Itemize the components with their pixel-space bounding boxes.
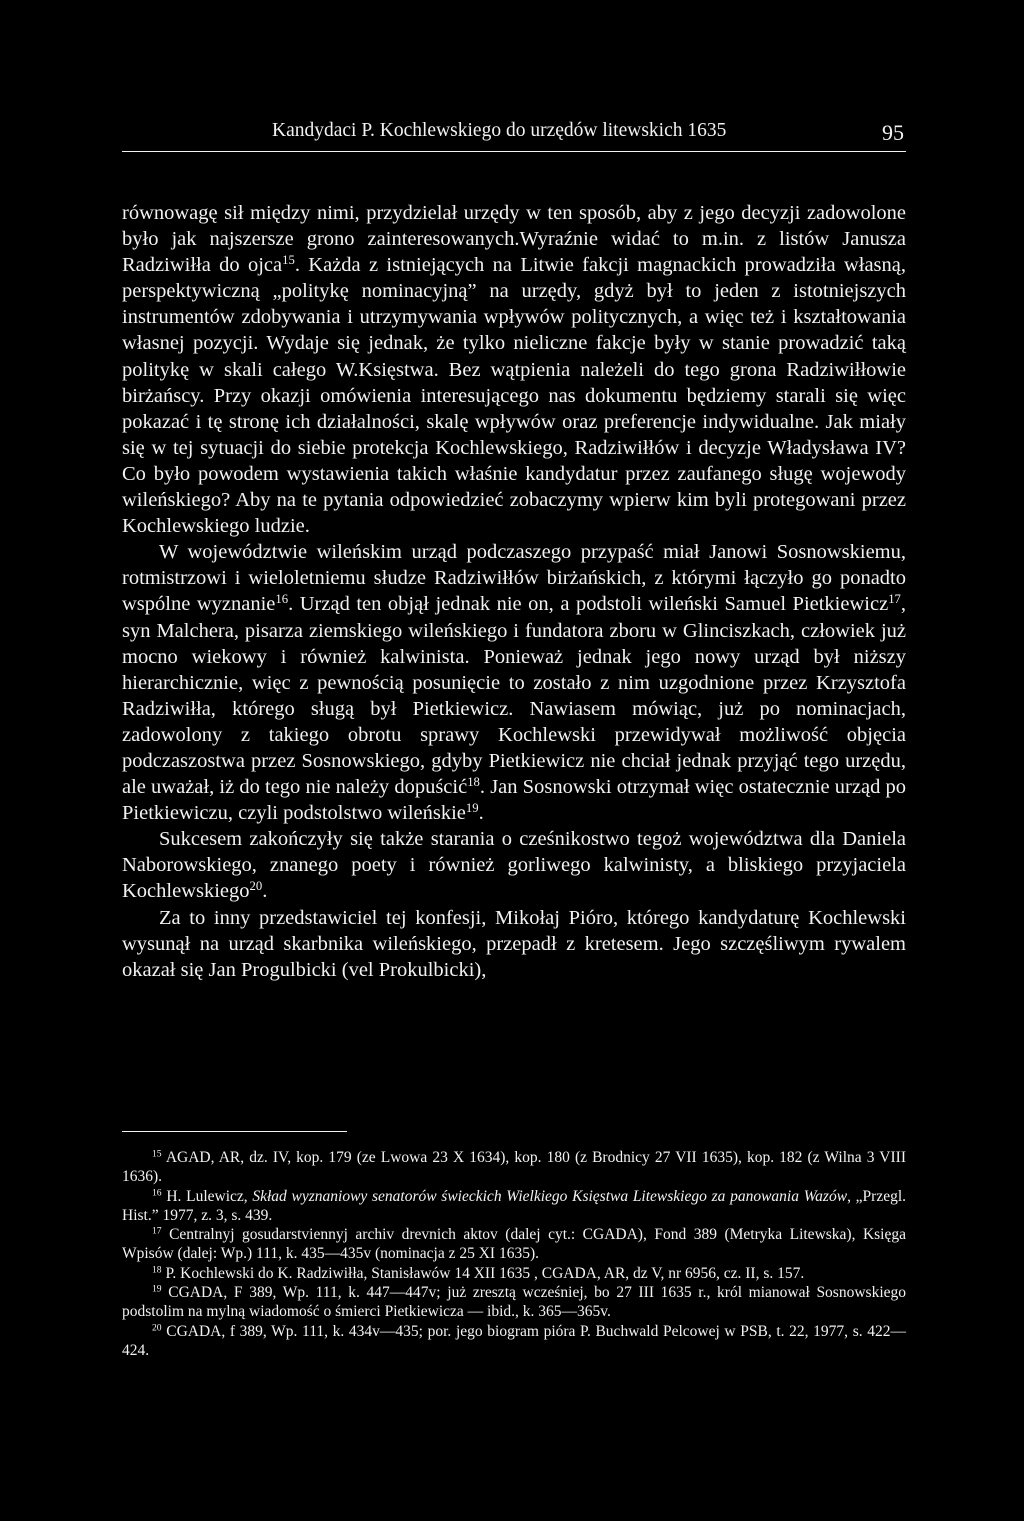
paragraph-2 (122, 539, 906, 826)
footnote-ref-19: 19 (465, 801, 479, 816)
footnote (122, 1187, 906, 1226)
header-rule (122, 151, 906, 152)
footnote-text: P. Kochlewski do K. Radziwiłła, Stanisławów 14 XII 1635 , CGADA, AR, dz V, nr 6956, cz. II, s. 157. (165, 1264, 805, 1282)
text-run: W województwie wileńskim urząd podczaszego przypaść miał Janowi Sosnowskiemu, rotmistrzowi i wieloletniemu słudze Radziwiłłów birżańskich, z którymi łączyło go ponadto wspólne wyznanie (122, 541, 906, 616)
text-run: . Każda z istniejących na Litwie fakcji magnackich prowadziła własną, perspektywiczną „politykę nominacyjną” na urzędy, gdyż był to jeden z istotniejszych instrumentów zdobywania i utrzymywania wpływów politycznych, a więc też i kształtowania własnej pozycji. Wydaje się jednak, że tylko nieliczne fakcje były w stanie prowadzić taką politykę w skali całego W.Księstwa. Bez wątpienia należeli do tego grona Radziwiłłowie birżańscy. Przy okazji omówienia interesującego nas dokumentu będziemy starali się więc pokazać i tę stronę ich działalności, skalę wpływów oraz preferencje indywidualne. Jak miały się w tej sytuacji do siebie protekcja Kochlewskiego, Radziwiłłów i decyzje Władysława IV? Co było powodem wystawienia takich właśnie kandydatur przez zaufanego sługę wojewody wileńskiego? Aby na te pytania odpowiedzieć zobaczymy wpierw kim byli protegowani przez Kochlewskiego ludzie. (122, 254, 906, 538)
footnote-text: AGAD, AR, dz. IV, kop. 179 (ze Lwowa 23 X 1634), kop. 180 (z Brodnicy 27 VII 1635), kop. 182 (z Wilna 3 VIII 1636). (122, 1149, 906, 1186)
footnote-number: 15 (152, 1148, 162, 1160)
text-run: . Urząd ten objął jednak nie on, a podstoli wileński Samuel Pietkiewicz (288, 593, 889, 616)
footnote-text: CGADA, f 389, Wp. 111, k. 434v—435; por. jego biogram pióra P. Buchwald Pelcowej w PSB, t. 22, 1977, s. 422—424. (122, 1322, 906, 1359)
body-text (122, 200, 906, 983)
text-run: Sukcesem zakończyły się także starania o cześnikostwo tegoż województwa dla Daniela Naborowskiego, znanego poety i również gorliwego kalwinisty, a bliskiego przyjaciela Kochlewskiego (122, 828, 906, 903)
footnote-ref-20: 20 (249, 879, 263, 894)
footnote-title: Skład wyznaniowy senatorów świeckich Wielkiego Księstwa Litewskiego za panowania Wazów (252, 1187, 848, 1205)
footnote-ref-18: 18 (467, 775, 480, 790)
footnote (122, 1283, 906, 1322)
footnote-text: , „Przegl. Hist.” 1977, z. 3, s. 439. (122, 1187, 907, 1224)
footnote-number: 19 (152, 1283, 162, 1295)
text-run: Za to inny przedstawiciel tej konfesji, Mikołaj Pióro, którego kandydaturę Kochlewski wysunął na urząd skarbnika wileńskiego, przepadł z kretesem. Jego szczęśliwym rywalem okazał się Jan Progulbicki (vel Prokulbicki), (122, 906, 906, 981)
footnote-rule (122, 1131, 347, 1132)
footnote-ref-15: 15 (282, 253, 295, 268)
footnote-number: 17 (152, 1225, 162, 1237)
paragraph-1 (122, 200, 906, 539)
footnote-text: Centralnyj gosudarstviennyj archiv drevnich aktov (dalej cyt.: CGADA), Fond 389 (Metryka Litewska), Księga Wpisów (dalej: Wp.) 111, k. 435—435v (nominacja z 25 XI 1635). (122, 1226, 906, 1263)
footnote (122, 1322, 906, 1361)
footnote-number: 20 (152, 1322, 162, 1334)
text-run: . Jan Sosnowski otrzymał więc ostatecznie urząd po Pietkiewiczu, czyli podstolstwo wileńskie (122, 776, 906, 825)
footnote (122, 1264, 906, 1283)
footnote (122, 1148, 906, 1187)
paragraph-4 (122, 905, 906, 983)
footnote-text: CGADA, F 389, Wp. 111, k. 447—447v; już zresztą wcześniej, bo 27 III 1635 r., król mianował Sosnowskiego podstolim na mylną wiadomość o śmierci Pietkiewicza — ibid., k. 365—365v. (122, 1284, 907, 1321)
footnote-ref-17: 17 (888, 592, 901, 607)
footnote-number: 16 (152, 1187, 162, 1199)
running-title: Kandydaci P. Kochlewskiego do urzędów litewskich 1635 (272, 120, 727, 141)
paragraph-3 (122, 826, 906, 904)
footnote-number: 18 (152, 1264, 162, 1276)
footnote-ref-16: 16 (275, 592, 289, 607)
text-run: . (478, 802, 484, 825)
text-run: , syn Malchera, pisarza ziemskiego wileńskiego i fundatora zboru w Glinciszkach, człowiek już mocno wiekowy i również kalwinista. Ponieważ jednak jego nowy urząd był niższy hierarchicznie, więc z pewnością posunięcie to zostało z nim uzgodnione przez Krzysztofa Radziwiłła, którego sługą był Pietkiewicz. Nawiasem mówiąc, już po nominacjach, zadowolony z takiego obrotu sprawy Kochlewski przewidywał możliwość objęcia podczaszostwa przez Sosnowskiego, gdyby Pietkiewicz nie chciał jednak przyjąć tego urzędu, ale uważał, iż do tego nie należy dopuścić (122, 593, 907, 799)
running-header (272, 116, 906, 146)
footnote (122, 1225, 906, 1264)
page-number: 95 (882, 120, 904, 145)
text-run: . (262, 880, 268, 903)
footnote-text: H. Lulewicz, (166, 1187, 253, 1205)
footnotes (122, 1148, 906, 1360)
text-run: równowagę sił między nimi, przydzielał urzędy w ten sposób, aby z jego decyzji zadowolone było jak najszersze grono zainteresowanych.Wyraźnie widać to m.in. z listów Janusza Radziwiłła do ojca (122, 202, 906, 277)
